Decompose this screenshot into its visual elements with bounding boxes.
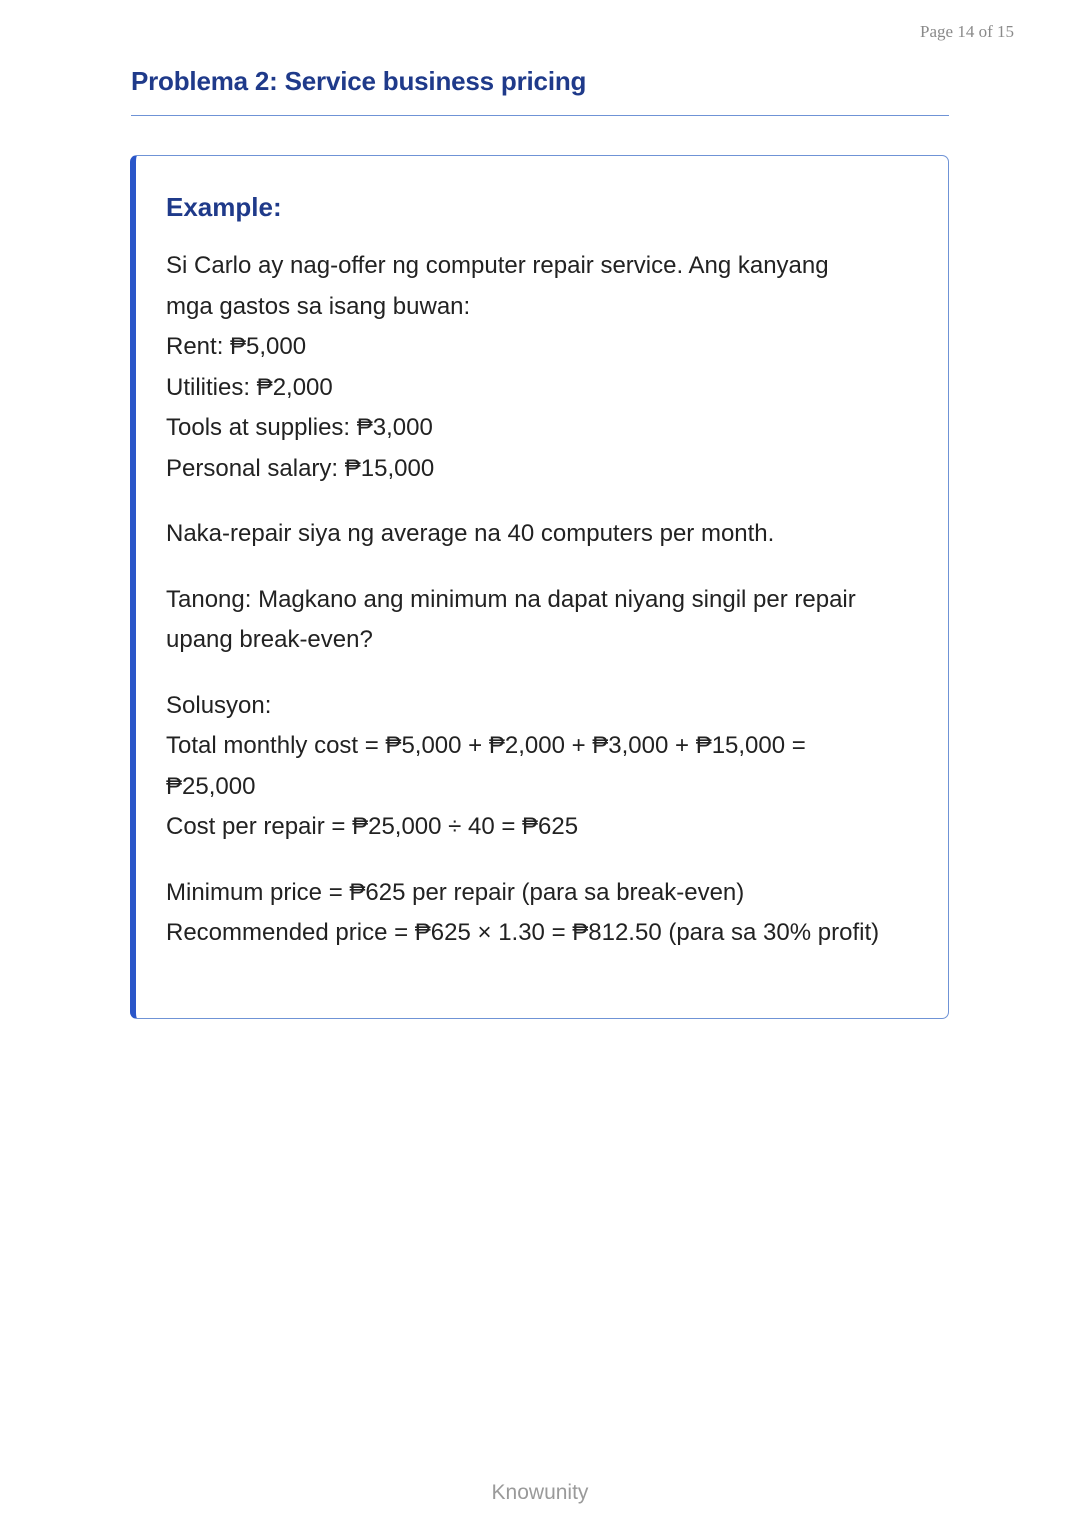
expense-rent: Rent: ₱5,000 [166, 333, 307, 360]
recommended-price-line: Recommended price = ₱625 × 1.30 = ₱812.50 (para sa 30% profit) [166, 919, 880, 946]
intro-line: Si Carlo ay nag-offer ng computer repair service. Ang kanyang [166, 252, 829, 279]
page-number: Page 14 of 15 [920, 22, 1014, 41]
cost-per-repair-line: Cost per repair = ₱25,000 ÷ 40 = ₱625 [166, 813, 579, 840]
section-title: Problema 2: Service business pricing [131, 66, 587, 96]
repairs-paragraph [166, 514, 918, 555]
expense-utilities: Utilities: ₱2,000 [166, 373, 333, 401]
question-line: Tanong: Magkano ang minimum na dapat niyang singil per repair [166, 585, 856, 613]
example-box [130, 155, 949, 1019]
price-paragraph [166, 873, 918, 954]
intro-line: mga gastos sa isang buwan: [166, 292, 471, 320]
intro-paragraph [166, 246, 918, 489]
solution-heading: Solusyon: [166, 691, 272, 719]
repairs-line: Naka-repair siya ng average na 40 computers per month. [166, 520, 775, 547]
expense-salary: Personal salary: ₱15,000 [166, 454, 435, 482]
question-paragraph [166, 580, 918, 661]
total-cost-line: Total monthly cost = ₱5,000 + ₱2,000 + ₱3,000 + ₱15,000 = [166, 732, 806, 759]
total-cost-result: ₱25,000 [166, 772, 256, 800]
expense-tools: Tools at supplies: ₱3,000 [166, 414, 433, 441]
question-line: upang break-even? [166, 626, 373, 653]
footer-brand: Knowunity [491, 1481, 589, 1504]
title-divider [131, 115, 949, 116]
minimum-price-line: Minimum price = ₱625 per repair (para sa break-even) [166, 878, 745, 906]
example-label: Example: [166, 192, 282, 222]
solution-paragraph [166, 686, 918, 848]
